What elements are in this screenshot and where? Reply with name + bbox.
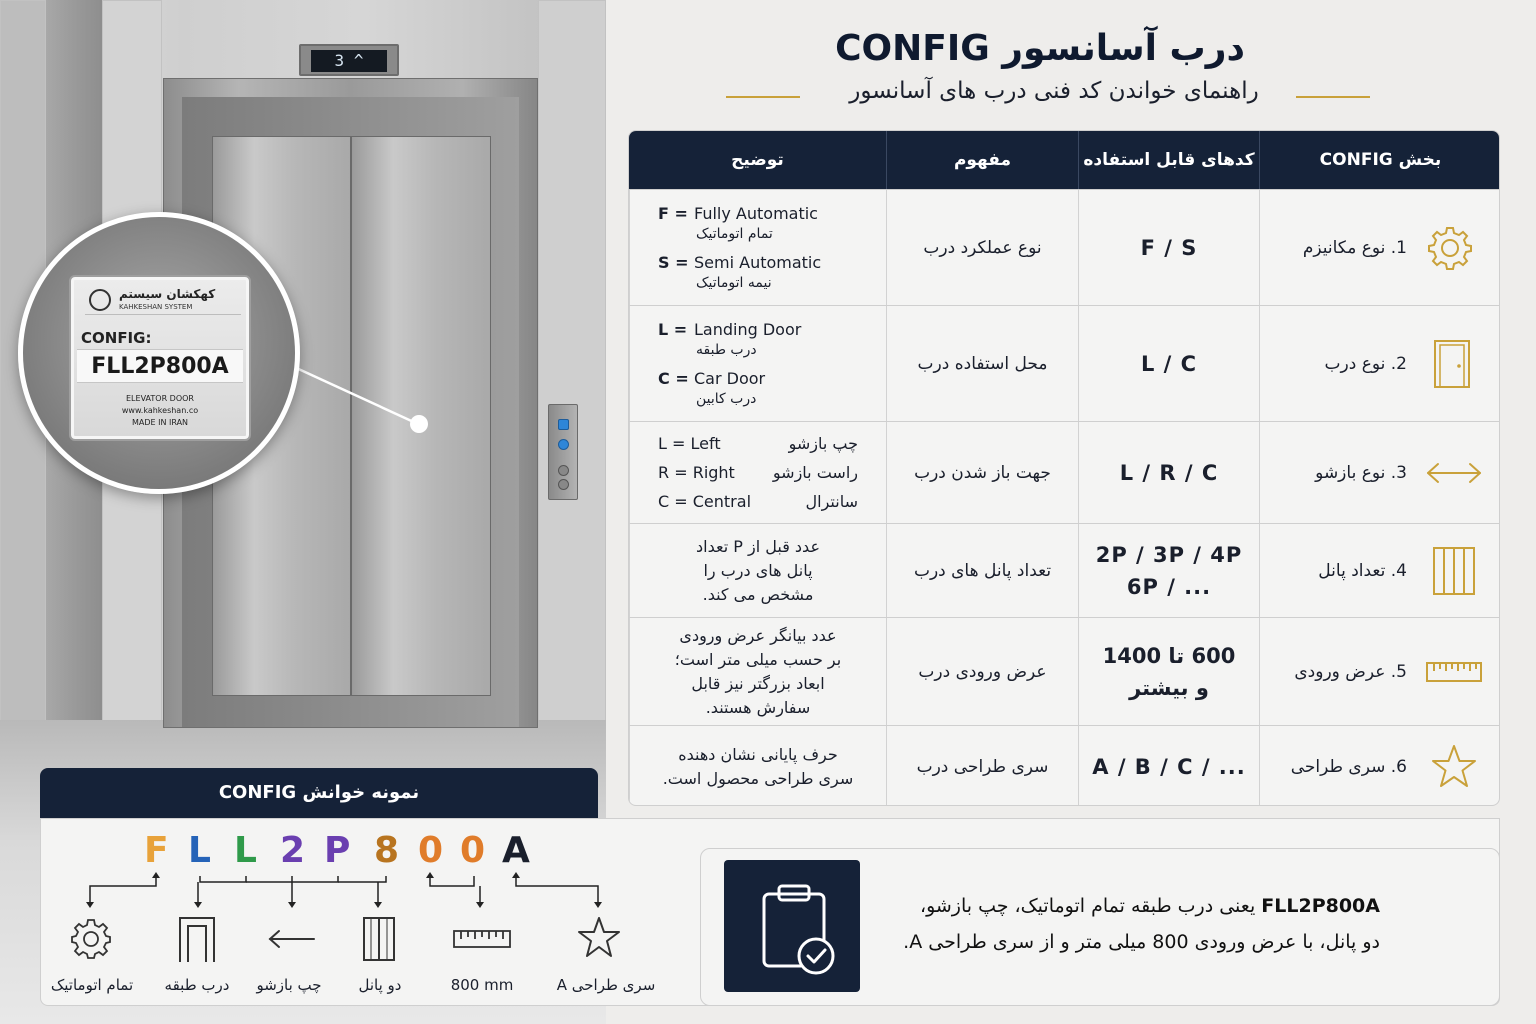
gold-divider	[1296, 96, 1370, 98]
table-row	[629, 421, 1500, 523]
panels-icon	[1426, 546, 1482, 596]
desc-line: بر حسب میلی متر است؛	[674, 649, 842, 669]
header-description: توضیح	[731, 150, 784, 170]
page-subtitle: راهنمای خواندن کد فنی درب های آسانسور	[849, 78, 1259, 104]
clipboard-check-icon	[724, 860, 860, 992]
row-part	[1259, 306, 1500, 421]
header-codes: کدهای قابل استفاده	[1078, 131, 1259, 189]
code-fa: تمام اتوماتیک	[696, 225, 773, 242]
row-meaning: جهت باز شدن درب	[886, 422, 1078, 523]
code-legend	[658, 319, 858, 409]
code-key: L =	[658, 319, 688, 339]
row-meaning: محل استفاده درب	[886, 306, 1078, 421]
row-codes	[1078, 618, 1259, 725]
plate-config-label: CONFIG:	[81, 329, 152, 347]
code-key: S =	[658, 252, 689, 272]
side-line	[658, 458, 858, 487]
code-letter: 2	[280, 830, 306, 871]
desc-line: عدد قبل از P تعداد	[696, 536, 820, 556]
code-letter: L	[234, 830, 257, 871]
row-codes	[1078, 306, 1259, 421]
desc-line: ابعاد بزرگتر نیز قابل	[691, 673, 825, 693]
legend-label: سری طراحی A	[556, 976, 656, 994]
sample-reading-title: نمونه خوانش CONFIG	[40, 768, 598, 818]
side-fa: راست بازشو	[772, 463, 858, 482]
row-meaning: سری طراحی درب	[886, 726, 1078, 806]
code-fa: درب طبقه	[696, 341, 757, 358]
plate-footer-line: www.kahkeshan.co	[121, 406, 199, 415]
table-row	[629, 189, 1500, 305]
code-en: Landing Door	[694, 319, 802, 339]
row-code-line: 6P / ...	[1126, 574, 1212, 599]
side-fa: سانترال	[805, 492, 858, 511]
legend-label: تمام اتوماتیک	[50, 976, 134, 994]
plate-config-code: FLL2P800A	[77, 349, 243, 383]
row-code-line: A / B / C / ...	[1092, 754, 1246, 779]
code-legend-line	[658, 252, 821, 273]
side-line	[658, 487, 858, 516]
gear-icon	[66, 914, 116, 964]
row-code-line: 2P / 3P / 4P	[1095, 542, 1243, 567]
desc-line: سری طراحی محصول است.	[662, 768, 854, 788]
header-meaning: مفهوم	[886, 131, 1078, 189]
code-letter: 8	[374, 830, 400, 871]
legend-label: 800 mm	[450, 976, 514, 994]
table-row	[629, 617, 1500, 725]
row-code-line: L / C	[1140, 351, 1198, 376]
code-legend-line	[658, 368, 765, 389]
clipboard-badge	[724, 860, 860, 992]
ruler-icon	[1426, 647, 1482, 697]
side-en: C = Central	[658, 492, 752, 511]
row-part-label: 2. نوع درب	[1324, 353, 1407, 374]
legend-label: دو پانل	[358, 976, 402, 994]
desc-line: پانل های درب را	[703, 560, 813, 580]
star-icon	[574, 914, 624, 964]
row-part	[1259, 524, 1500, 617]
row-codes	[1078, 524, 1259, 617]
row-codes	[1078, 726, 1259, 806]
explanation-line	[880, 888, 1380, 924]
explanation-line: دو پانل، با عرض ورودی 800 میلی متر و از سری طراحی A.	[903, 931, 1380, 953]
nameplate	[69, 275, 251, 441]
code-fa: نیمه اتوماتیک	[696, 274, 772, 291]
code-en: Car Door	[694, 368, 766, 388]
side-line	[658, 429, 858, 458]
row-description	[629, 306, 886, 421]
row-codes	[1078, 422, 1259, 523]
code-key: C =	[658, 368, 689, 388]
code-key: F =	[658, 203, 688, 223]
plate-brand-en: KAHKESHAN SYSTEM	[119, 303, 193, 311]
row-description	[629, 190, 886, 305]
explanation-code: FLL2P800A	[1261, 895, 1380, 917]
desc-line: سفارش هستند.	[705, 697, 811, 717]
two-panel-icon	[354, 914, 404, 964]
door-frame-icon	[172, 914, 222, 964]
code-en: Semi Automatic	[694, 252, 822, 272]
side-fa: چپ بازشو	[788, 434, 858, 453]
code-letter: P	[324, 830, 351, 871]
code-legend-line	[658, 319, 801, 340]
config-table	[628, 130, 1500, 806]
header-part: بخش CONFIG	[1259, 131, 1500, 189]
row-description	[629, 618, 886, 725]
row-description	[629, 524, 886, 617]
row-part	[1259, 726, 1500, 806]
row-codes	[1078, 190, 1259, 305]
row-code-line: F / S	[1140, 235, 1198, 260]
desc-line: حرف پایانی نشان دهنده	[678, 744, 838, 764]
code-letter: F	[144, 830, 169, 871]
row-meaning: تعداد پانل های درب	[886, 524, 1078, 617]
double-arrow-icon	[1426, 448, 1482, 498]
gear-icon	[1426, 223, 1482, 273]
row-description	[629, 422, 886, 523]
plate-footer-line: MADE IN IRAN	[131, 418, 189, 427]
plate-footer	[71, 393, 249, 429]
left-arrow-icon	[266, 914, 316, 964]
table-row	[629, 523, 1500, 617]
star-icon	[1426, 742, 1482, 792]
row-part-label: 3. نوع بازشو	[1315, 462, 1407, 483]
row-meaning: عرض ورودی درب	[886, 618, 1078, 725]
table-row	[629, 305, 1500, 421]
code-letter: 0	[418, 830, 444, 871]
page-title: درب آسانسور CONFIG	[835, 28, 1245, 69]
row-description	[629, 726, 886, 806]
plate-brand-fa: کهکشان سیستم	[119, 287, 216, 301]
row-part	[1259, 422, 1500, 523]
row-meaning: نوع عملکرد درب	[886, 190, 1078, 305]
table-row	[629, 725, 1500, 806]
explanation-line-text: یعنی درب طبقه تمام اتوماتیک، چپ بازشو،	[919, 895, 1262, 917]
code-en: Fully Automatic	[694, 203, 818, 223]
code-connectors	[40, 870, 660, 940]
gold-divider	[726, 96, 800, 98]
code-letter: A	[502, 830, 530, 871]
floor-indicator-display: 3 ^	[311, 50, 387, 72]
legend-label: درب طبقه	[164, 976, 230, 994]
side-en: R = Right	[658, 463, 735, 482]
row-code-line: 600 تا 1400	[1102, 643, 1236, 668]
row-code-line: L / R / C	[1119, 460, 1219, 485]
door-icon	[1426, 339, 1482, 389]
row-part-label: 5. عرض ورودی	[1294, 661, 1407, 682]
table-header	[629, 131, 1500, 189]
code-fa: درب کابین	[696, 390, 757, 407]
logo-icon	[89, 289, 111, 311]
legend-label: چپ بازشو	[256, 976, 322, 994]
code-letter: 0	[460, 830, 486, 871]
desc-line: مشخص می کند.	[702, 584, 814, 604]
code-letter: L	[188, 830, 211, 871]
nameplate-magnifier	[18, 212, 300, 494]
row-part-label: 6. سری طراحی	[1290, 756, 1407, 777]
code-legend-line	[658, 203, 818, 224]
row-part	[1259, 618, 1500, 725]
desc-line: عدد بیانگر عرض ورودی	[679, 625, 837, 645]
explanation-text	[880, 888, 1380, 960]
plate-logo	[85, 287, 241, 315]
row-part-label: 1. نوع مکانیزم	[1302, 237, 1407, 258]
plate-footer-line: ELEVATOR DOOR	[126, 394, 194, 403]
row-code-line: و بیشتر	[1129, 675, 1209, 700]
ruler-icon	[452, 914, 512, 964]
row-part-label: 4. تعداد پانل	[1318, 560, 1407, 581]
row-part	[1259, 190, 1500, 305]
side-en: L = Left	[658, 434, 721, 453]
code-legend	[658, 203, 858, 293]
